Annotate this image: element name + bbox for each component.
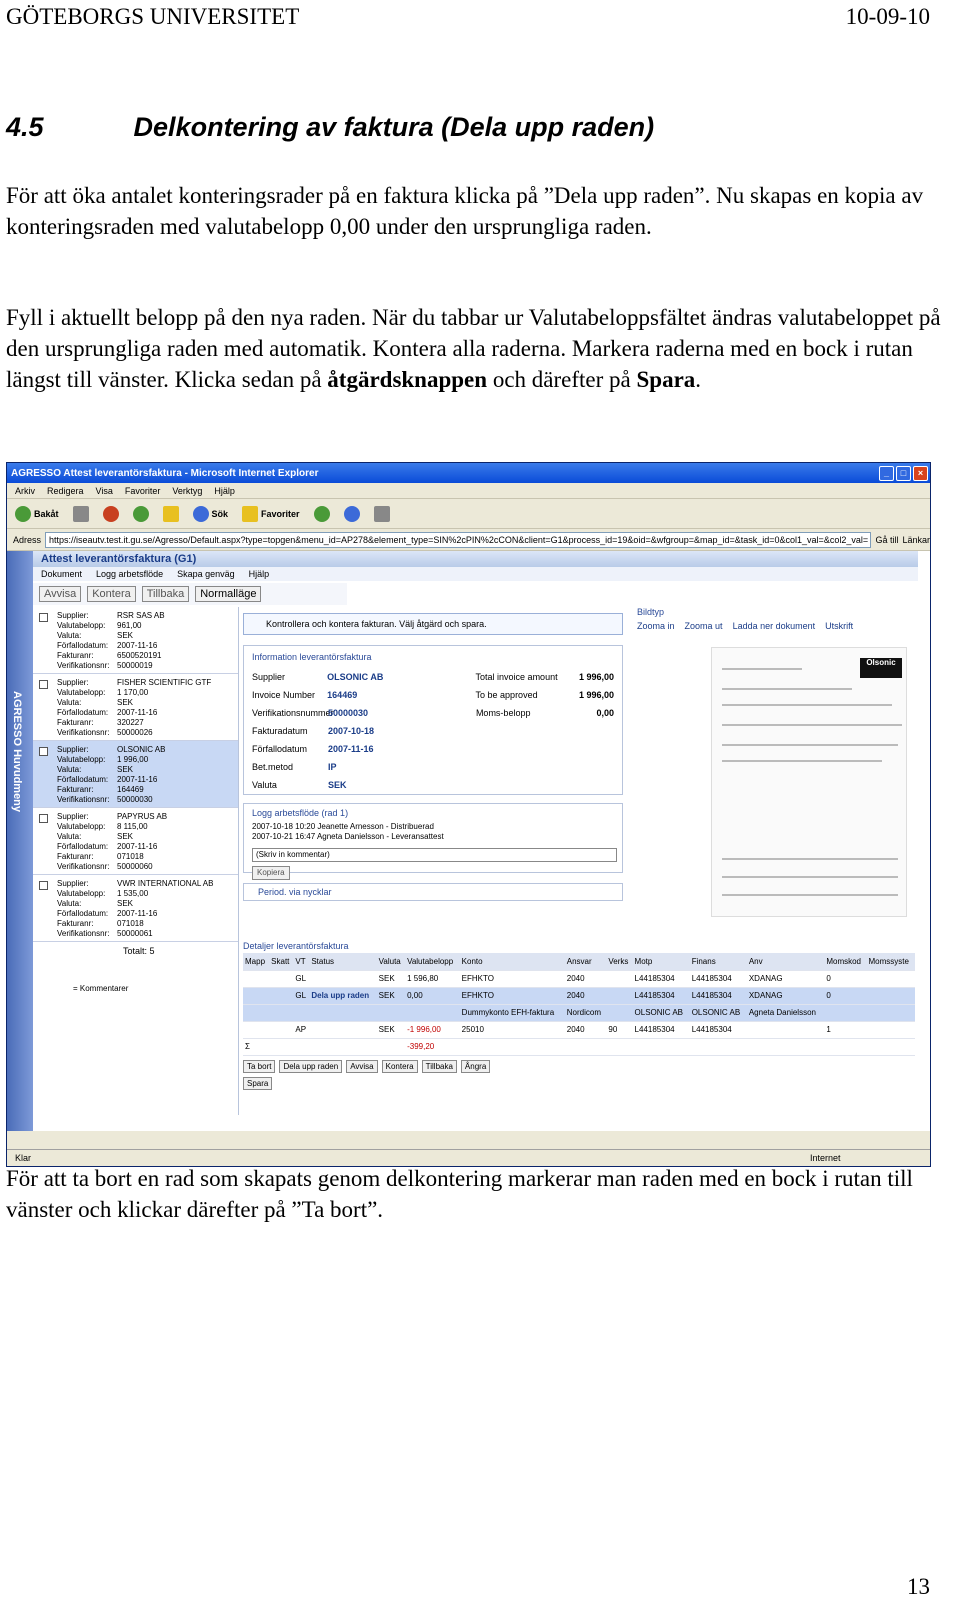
p2-text-e: . — [695, 367, 702, 392]
mail-icon — [344, 506, 360, 522]
info-row: Förfallodatum 2007-11-16 — [252, 744, 374, 754]
print-doc-button[interactable]: Utskrift — [825, 621, 854, 631]
info-row: Verifikationsnummer 50000030 Moms-belopp 0,00 — [252, 708, 615, 718]
go-button[interactable]: Gå till — [875, 534, 899, 545]
p2-bold-spara: Spara — [636, 367, 696, 392]
log-entry: 2007-10-18 10:20 Jeanette Arnesson - Distribuerad — [252, 822, 434, 831]
action-bar — [33, 583, 347, 605]
menu-bar — [7, 483, 930, 499]
notice-box: Kontrollera och kontera fakturan. Välj åtgärd och spara. — [243, 613, 623, 635]
normal-mode-button[interactable]: Normalläge — [195, 586, 261, 602]
star-icon — [242, 506, 258, 522]
window-titlebar — [7, 463, 930, 483]
app-menu-item[interactable]: Dokument — [41, 569, 83, 579]
supplier-list — [33, 607, 239, 1115]
back-row-button[interactable]: Tillbaka — [422, 1060, 457, 1073]
copy-button[interactable]: Kopiera — [252, 866, 290, 880]
app-menu-item[interactable]: Hjälp — [248, 569, 270, 579]
history-button[interactable] — [314, 506, 330, 522]
list-item[interactable]: Supplier: VWR INTERNATIONAL AB Valutabelopp: 1 535,00 Valuta: SEK Förfallodatum: 2007-11-16 Fakturanr: 071018 Verifikationsnr: 50000061 — [33, 875, 238, 942]
agresso-app — [7, 551, 930, 1131]
browser-toolbar — [7, 499, 930, 529]
forward-button[interactable] — [73, 506, 89, 522]
header-left: GÖTEBORGS UNIVERSITET — [6, 4, 300, 29]
invoice-scan — [711, 647, 907, 917]
split-row-link[interactable]: Dela upp raden — [309, 987, 376, 1004]
stop-button[interactable] — [103, 506, 119, 522]
history-icon — [314, 506, 330, 522]
invoice-details — [243, 941, 915, 1113]
info-row: Fakturadatum 2007-10-18 — [252, 726, 375, 736]
row-action-bar — [243, 1060, 915, 1073]
row-checkbox[interactable] — [39, 613, 48, 622]
paragraph-3: För att ta bort en rad som skapats genom delkontering markerar man raden med en bock i rutan till vänster och klickar därefter på ”Ta bort”. — [6, 1166, 913, 1222]
log-legend: Logg arbetsflöde (rad 1) — [252, 808, 349, 818]
save-bar — [243, 1077, 915, 1090]
list-item[interactable]: Supplier: RSR SAS AB Valutabelopp: 961,00 Valuta: SEK Förfallodatum: 2007-11-16 Fakturanr: 6500520191 Verifikationsnr: 50000019 — [33, 607, 238, 674]
table-row-selected[interactable]: GL Dela upp raden SEK 0,00 EFHKTO 2040 L44185304 L44185304 XDANAG 0 — [243, 987, 915, 1004]
menu-item[interactable]: Verktyg — [172, 485, 203, 496]
kontera-row-button[interactable]: Kontera — [382, 1060, 418, 1073]
row-checkbox[interactable] — [39, 814, 48, 823]
app-menu-item[interactable]: Logg arbetsflöde — [96, 569, 164, 579]
download-button[interactable]: Ladda ner dokument — [732, 621, 816, 631]
menu-item[interactable]: Arkiv — [15, 485, 35, 496]
refresh-icon — [133, 506, 149, 522]
stop-icon — [103, 506, 119, 522]
menu-item[interactable]: Visa — [95, 485, 113, 496]
print-icon — [374, 506, 390, 522]
save-button[interactable]: Spara — [243, 1077, 272, 1090]
details-legend: Detaljer leverantörsfaktura — [243, 941, 349, 951]
details-table — [243, 953, 915, 1056]
p2-text-a: Fyll i aktuellt belopp på den nya raden. När du tabbar ur Valutabeloppsfältet ändras valutabeloppet på den ursprungliga raden med automatik. Kontera alla raderna. Markera raderna med en bock i rutan längst till vänster. Klicka sedan på — [6, 305, 941, 392]
row-checkbox[interactable] — [39, 747, 48, 756]
comment-legend: = Kommentarer — [73, 984, 129, 993]
workflow-log — [243, 803, 623, 877]
maximize-button[interactable]: □ — [896, 466, 911, 481]
address-label: Adress — [13, 534, 42, 545]
image-toolbar — [637, 621, 913, 635]
row-checkbox[interactable] — [39, 680, 48, 689]
back-icon — [15, 506, 31, 522]
zoom-out-button[interactable]: Zooma ut — [684, 621, 723, 631]
info-row: Bet.metod IP — [252, 762, 337, 772]
table-row[interactable]: AP SEK -1 996,00 25010 2040 90 L44185304 L44185304 1 — [243, 1021, 915, 1038]
app-menu — [33, 567, 918, 581]
forward-icon — [73, 506, 89, 522]
search-button[interactable]: Sök — [193, 506, 229, 522]
period-toggle[interactable]: Period. via nycklar — [243, 883, 623, 901]
info-row: Valuta SEK — [252, 780, 347, 790]
table-row[interactable]: GL SEK 1 596,80 EFHKTO 2040 L44185304 L44185304 XDANAG 0 — [243, 970, 915, 987]
log-entry: 2007-10-21 16:47 Agneta Danielsson - Leveransattest — [252, 832, 444, 841]
list-item[interactable]: Supplier: FISHER SCIENTIFIC GTF Valutabelopp: 1 170,00 Valuta: SEK Förfallodatum: 2007-11-16 Fakturanr: 320227 Verifikationsnr: 50000026 — [33, 674, 238, 741]
paragraph-2 — [6, 302, 946, 395]
app-title: Attest leverantörsfaktura (G1) — [33, 551, 918, 567]
app-menu-item[interactable]: Skapa genväg — [177, 569, 235, 579]
invoice-info-panel — [243, 607, 633, 937]
invoice-info — [243, 645, 623, 795]
mail-button[interactable] — [344, 506, 360, 522]
list-total: Totalt: 5 — [123, 946, 155, 956]
table-row-descriptions: Dummykonto EFH-faktura Nordicom OLSONIC AB OLSONIC AB Agneta Danielsson — [243, 1004, 915, 1021]
window-title: AGRESSO Attest leverantörsfaktura - Microsoft Internet Explorer — [11, 467, 319, 479]
links-button[interactable]: Länkar — [902, 534, 930, 545]
main-menu-label: AGRESSO Huvudmeny — [11, 691, 23, 813]
split-row-button[interactable]: Dela upp raden — [279, 1060, 342, 1073]
table-header: Mapp Skatt VT Status Valuta Valutabelopp Konto Ansvar Verks Motp Finans Anv Momskod Momssyste — [243, 953, 915, 970]
image-legend: Bildtyp — [637, 607, 665, 617]
list-item[interactable]: Supplier: PAPYRUS AB Valutabelopp: 8 115,00 Valuta: SEK Förfallodatum: 2007-11-16 Fakturanr: 071018 Verifikationsnr: 50000060 — [33, 808, 238, 875]
row-checkbox[interactable] — [39, 881, 48, 890]
menu-item[interactable]: Hjälp — [214, 485, 235, 496]
close-button[interactable]: × — [913, 466, 928, 481]
status-zone: Internet — [810, 1153, 841, 1163]
reject-row-button[interactable]: Avvisa — [346, 1060, 377, 1073]
section-title: Delkontering av faktura (Dela upp raden) — [133, 112, 655, 142]
minimize-button[interactable]: _ — [879, 466, 894, 481]
page-number: 13 — [907, 1574, 930, 1599]
delete-row-button[interactable]: Ta bort — [243, 1060, 275, 1073]
section-number: 4.5 — [6, 112, 44, 142]
address-bar — [7, 529, 930, 551]
reject-button[interactable]: Avvisa — [39, 586, 81, 602]
back-action-button[interactable]: Tillbaka — [142, 586, 190, 602]
invoice-image-panel — [637, 607, 913, 927]
info-legend: Information leverantörsfaktura — [252, 652, 372, 662]
refresh-button[interactable] — [133, 506, 149, 522]
paragraph-1: För att öka antalet konteringsrader på en faktura klicka på ”Dela upp raden”. Nu skapas en kopia av konteringsraden med valutabelopp 0,00 under den ursprungliga raden. — [6, 183, 924, 239]
back-button[interactable]: Bakåt — [15, 506, 59, 522]
address-input[interactable]: https://iseautv.test.it.gu.se/Agresso/Default.aspx?type=topgen&menu_id=AP278&element_type=SIN%2cPIN%2cCON&client=G1&process_id=19&oid=&wfgroup=&map_id=&task_id=0&col1_val=&col2_val= — [45, 532, 871, 548]
comment-input[interactable]: (Skriv in kommentar) — [252, 848, 617, 862]
home-icon — [163, 506, 179, 522]
zoom-in-button[interactable]: Zooma in — [637, 621, 675, 631]
olsonic-logo: Olsonic — [860, 658, 902, 678]
info-row: Invoice Number 164469 To be approved 1 996,00 — [252, 690, 614, 700]
screenshot-window — [6, 462, 931, 1167]
info-row: Supplier OLSONIC AB Total invoice amount 1 996,00 — [252, 672, 614, 682]
home-button[interactable] — [163, 506, 179, 522]
print-button[interactable] — [374, 506, 390, 522]
section-heading — [6, 112, 654, 143]
list-item-selected[interactable]: Supplier: OLSONIC AB Valutabelopp: 1 996,00 Valuta: SEK Förfallodatum: 2007-11-16 Fakturanr: 164469 Verifikationsnr: 50000030 — [33, 741, 238, 808]
p2-bold-action: åtgärdsknappen — [327, 367, 488, 392]
search-icon — [193, 506, 209, 522]
undo-row-button[interactable]: Ångra — [461, 1060, 490, 1073]
p2-text-c: och därefter på — [487, 367, 637, 392]
header-date: 10-09-10 — [845, 4, 930, 29]
menu-item[interactable]: Favoriter — [124, 485, 161, 496]
table-row-sum: Σ -399,20 — [243, 1038, 915, 1055]
kontera-button[interactable]: Kontera — [87, 586, 136, 602]
favorites-button[interactable]: Favoriter — [242, 506, 300, 522]
main-menu-tab[interactable] — [7, 551, 33, 1131]
menu-item[interactable]: Redigera — [47, 485, 84, 496]
status-text: Klar — [15, 1153, 32, 1163]
